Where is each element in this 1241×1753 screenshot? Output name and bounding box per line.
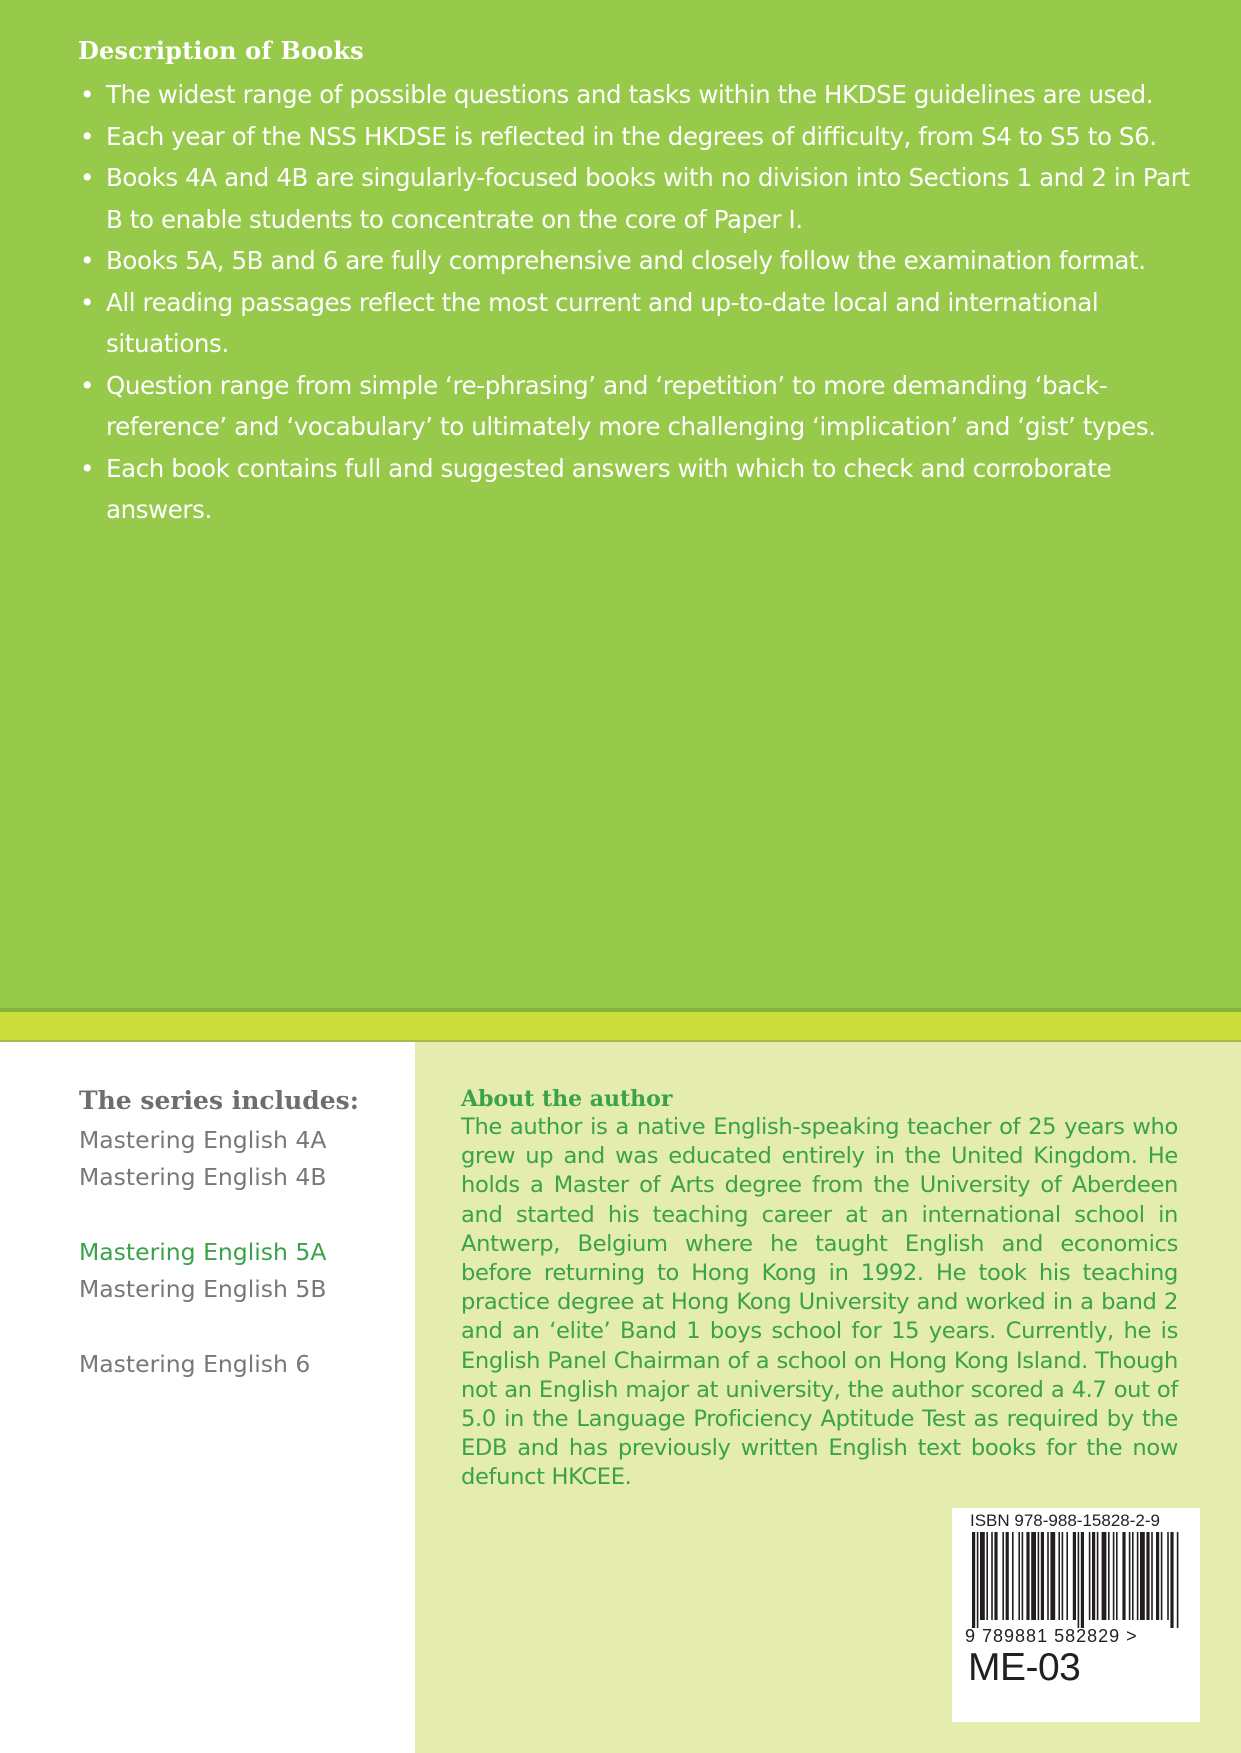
barcode-bar [1113,1532,1115,1620]
bullet-dot-icon: • [80,453,95,483]
bullet-text: Books 5A, 5B and 6 are fully comprehensive and closely follow the examination format. [106,246,1146,275]
bullet-dot-icon: • [80,287,95,317]
bullet-text: Each year of the NSS HKDSE is reflected in the degrees of difficulty, from S4 to S5 to S6. [106,121,1157,151]
barcode-bar [1018,1532,1020,1620]
description-bullet [78,74,1198,116]
bullet-dot-icon: • [80,370,95,400]
divider-stripe [0,1012,1241,1040]
about-author-title: About the author [461,1086,673,1112]
bullet-text: Question range from simple ‘re-phrasing’ and ‘repetition’ to more demanding ‘back-reference’ and ‘vocabulary’ to ultimately more challenging ‘implication’ and ‘gist’ types. [106,370,1156,441]
barcode-bar [1092,1532,1095,1620]
barcode-bar [1066,1532,1068,1620]
barcode-bar [972,1532,975,1628]
about-author-text: The author is a native English-speaking teacher of 25 years who grew up and was educated entirely in the United Kingdom. He holds a Master of Arts degree from the University of Aberdeen and started his teaching career at an international school in Antwerp, Belgium where he taught English and economics before returning to Hong Kong in 1992. He took his teaching practice degree at Hong Kong University and worked in a band 2 and an ‘elite’ Band 1 boys school for 15 years. Currently, he is English Panel Chairman of a school on Hong Kong Island. Though not an English major at university, the author scored a 4.7 out of 5.0 in the Language Proficiency Aptitude Test as required by the EDB and has previously written English text books for the now defunct HKCEE. [461,1114,1178,1491]
barcode-bar [1073,1532,1076,1620]
description-bullet [78,240,1198,282]
barcode-bar [994,1532,997,1620]
barcode-bar [1006,1532,1009,1620]
isbn-number: ISBN 978-988-15828-2-9 [970,1511,1160,1530]
barcode-bar [1156,1532,1159,1620]
description-title: Description of Books [78,36,364,65]
barcode-bar [1151,1532,1153,1620]
barcode-block [952,1508,1200,1722]
barcode-bar [1038,1532,1040,1620]
description-bullet [78,448,1198,531]
bullet-text: All reading passages reflect the most current and up-to-date local and international situations. [106,287,1099,358]
barcode-bar [1041,1532,1044,1620]
barcode-bar [1058,1532,1060,1620]
barcode-bar [1161,1532,1163,1620]
series-list [79,1122,326,1383]
barcode-bar [977,1532,979,1628]
barcode-icon [958,1532,1194,1628]
barcode-bar [1089,1532,1091,1620]
description-bullet-list [78,74,1198,531]
barcode-bar [1047,1532,1049,1620]
bullet-text: Books 4A and 4B are singularly-focused books with no division into Sections 1 and 2 in Part B to enable students to concentrate on the core of Paper I. [106,163,1190,234]
barcode-bar [986,1532,988,1620]
bullet-dot-icon: • [80,163,95,192]
barcode-bar [1078,1532,1080,1628]
series-book-5a-current: Mastering English 5A [79,1238,327,1266]
barcode-bar [1050,1532,1055,1620]
description-bullet [78,282,1198,365]
series-title: The series includes: [79,1086,359,1115]
bullet-dot-icon: • [80,80,95,109]
product-code: ME-03 [968,1646,1081,1689]
barcode-bar [1140,1532,1145,1620]
barcode-bar [1146,1532,1149,1620]
bullet-text: Each book contains full and suggested answers with which to check and corroborate answers. [106,453,1112,524]
series-book-4b: Mastering English 4B [79,1163,327,1191]
barcode-bar [991,1532,993,1620]
description-bullet [78,157,1198,240]
series-book-5b: Mastering English 5B [79,1275,327,1303]
barcode-digits: 9 789881 582829 > [965,1626,1138,1646]
series-book-4a: Mastering English 4A [79,1126,327,1154]
barcode-bar [1102,1532,1107,1620]
barcode-bar [1012,1532,1014,1620]
barcode-bar [980,1532,985,1620]
description-bullet [78,365,1198,448]
barcode-bar [1167,1532,1169,1620]
barcode-bar [1081,1532,1084,1628]
barcode-bar [1108,1532,1110,1620]
barcode-bar [1026,1532,1029,1620]
barcode-bar [1022,1532,1024,1620]
barcode-bar [1122,1532,1125,1620]
barcode-bar [1170,1532,1173,1628]
bullet-text: The widest range of possible questions and tasks within the HKDSE guidelines are used. [106,80,1154,109]
series-book-6: Mastering English 6 [79,1350,311,1378]
barcode-bar [1097,1532,1099,1620]
description-bullet [78,116,1198,158]
barcode-bar [1132,1532,1134,1620]
barcode-bar [1116,1532,1118,1620]
barcode-bar [1137,1532,1139,1620]
bullet-dot-icon: • [80,246,95,275]
barcode-bar [1002,1532,1004,1620]
barcode-bar [1031,1532,1036,1620]
barcode-bar [1062,1532,1064,1620]
barcode-bar [1129,1532,1131,1620]
barcode-bar [1177,1532,1179,1628]
bullet-dot-icon: • [80,121,95,151]
